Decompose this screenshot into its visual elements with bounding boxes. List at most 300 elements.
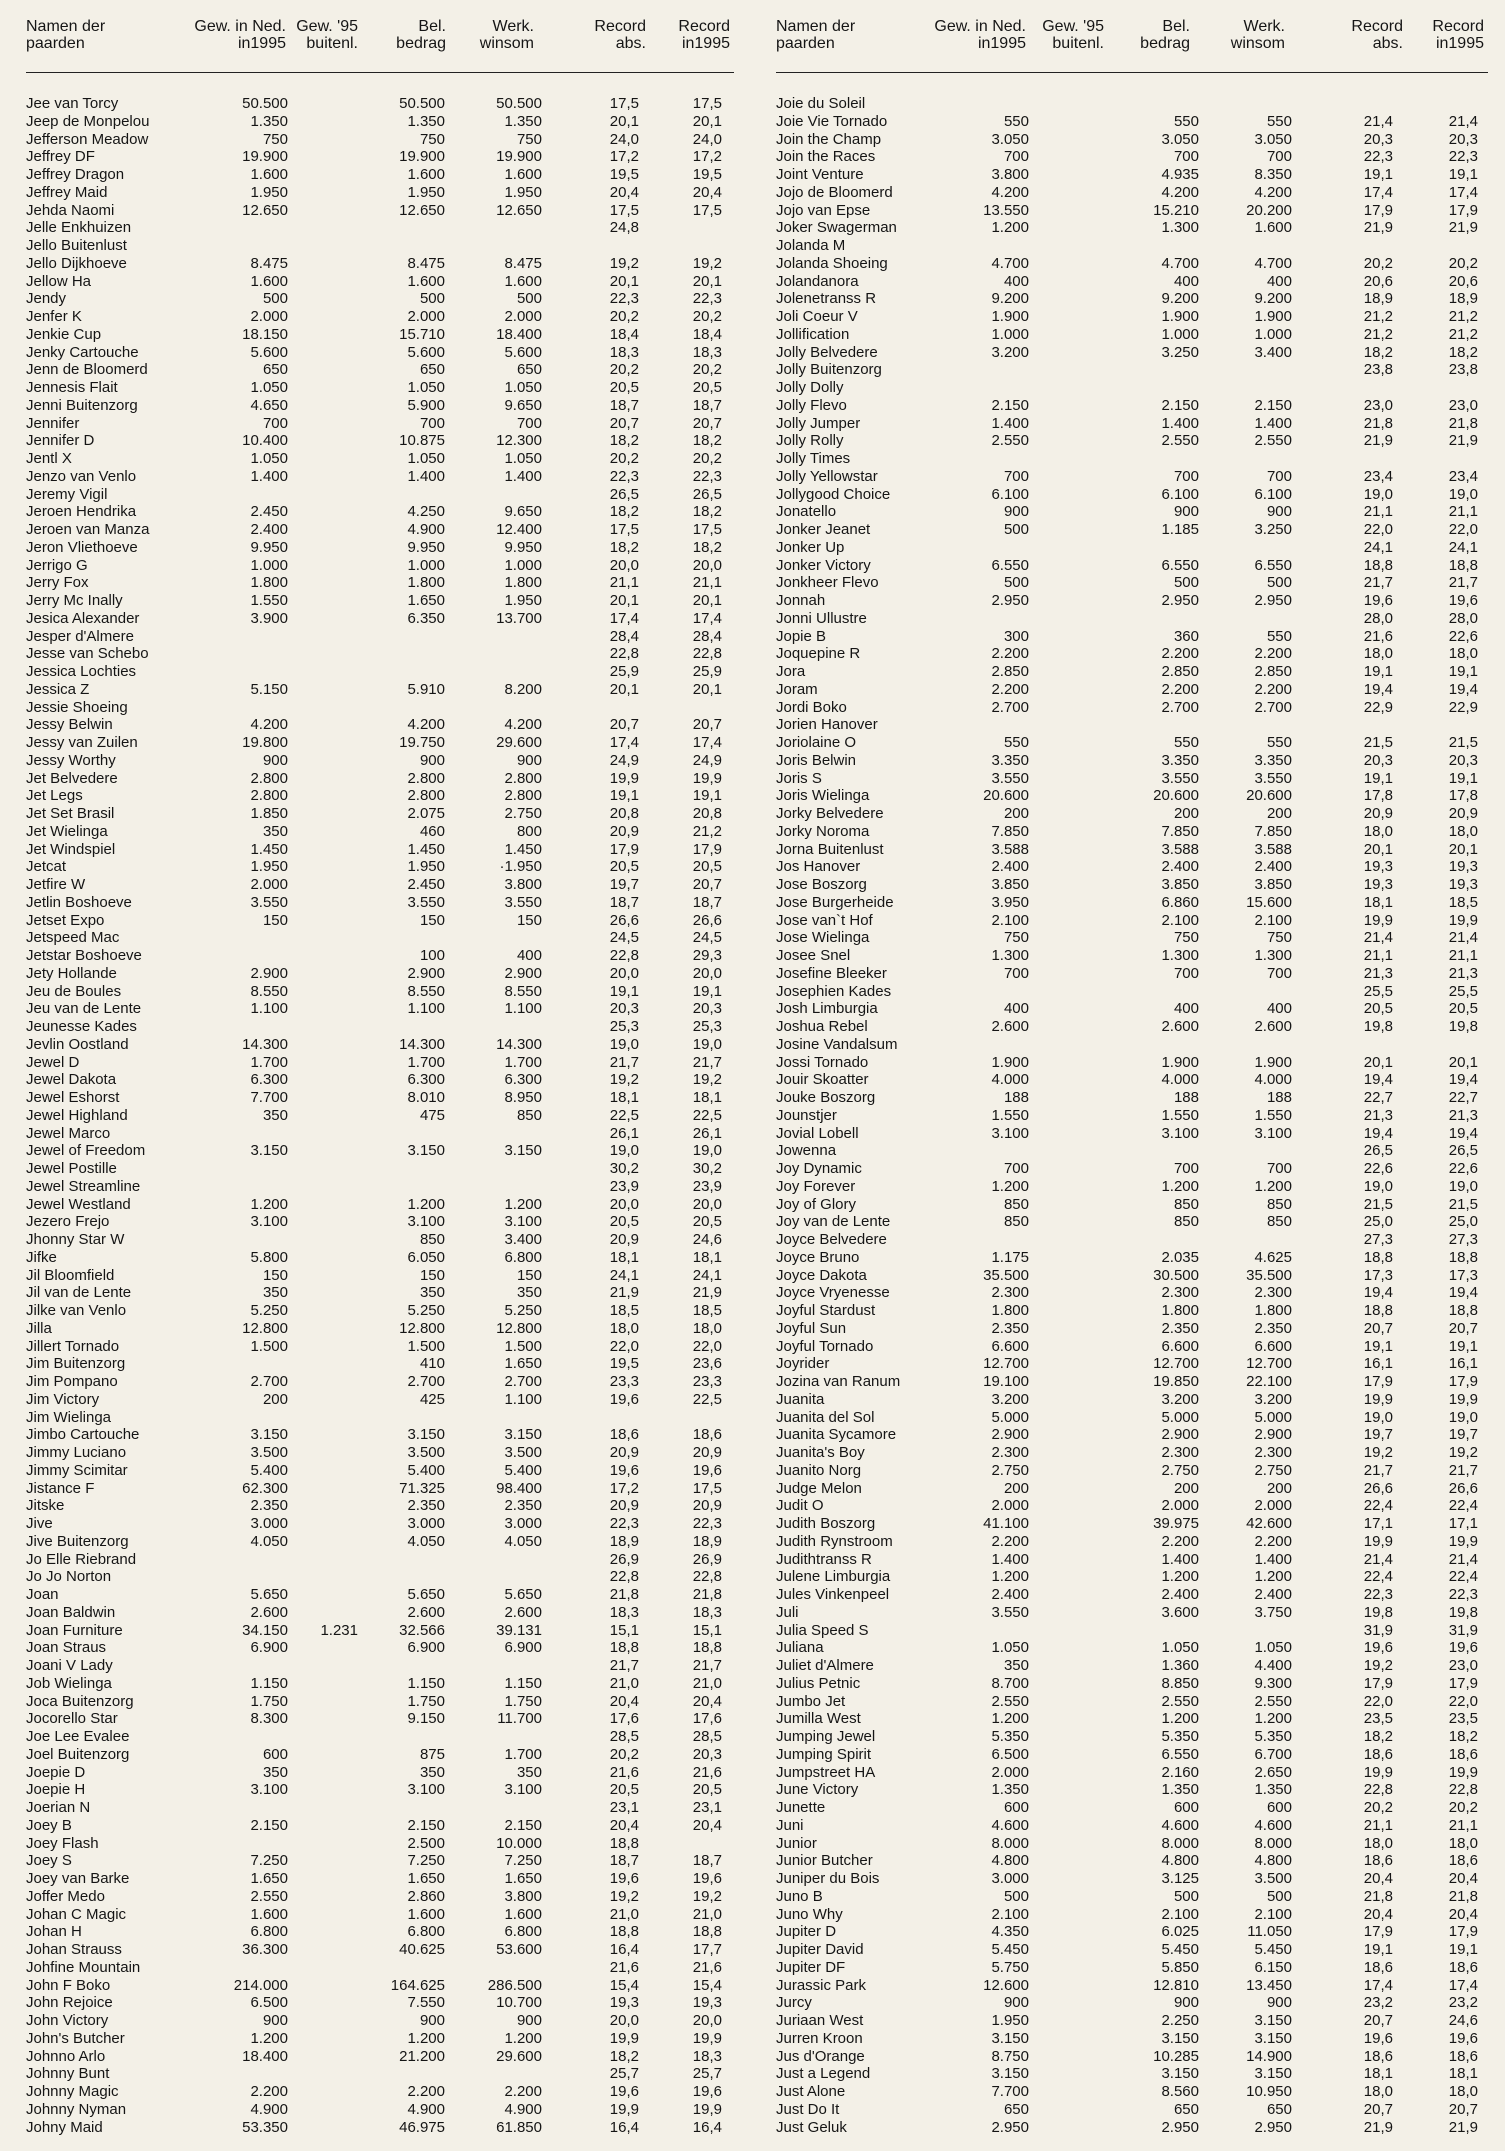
gew-ned: 2.200 [250,2083,288,2100]
record-abs: 18,9 [1363,290,1393,308]
bel-bedrag: 5.650 [407,1586,445,1603]
record-1995: 19,6 [1448,2029,1478,2047]
left-column [26,10,734,2136]
record-abs: 17,1 [1363,1515,1393,1532]
table-row [776,929,1488,947]
gew-ned: 6.600 [991,1337,1029,1355]
record-1995: 17,5 [692,521,722,538]
gew-ned: 1.350 [250,112,288,130]
record-1995: 19,8 [1448,1603,1478,1621]
record-1995: 20,7 [692,716,722,734]
werk-winsom: 3.800 [504,1887,542,1905]
gew-ned: 1.000 [991,325,1029,343]
record-abs: 22,5 [609,1106,639,1124]
record-1995: 20,2 [1448,1799,1478,1816]
table-row [776,219,1488,237]
record-1995: 23,9 [692,1177,722,1195]
werk-winsom: 12.400 [496,521,542,538]
werk-winsom: 61.850 [496,2118,542,2136]
record-abs: 19,0 [1363,1177,1393,1195]
horse-name: Jora [776,663,806,680]
bel-bedrag: 2.075 [407,805,445,822]
horse-name: Judithtranss R [776,1550,872,1568]
bel-bedrag: 30.500 [1153,1266,1199,1284]
record-1995: 20,5 [692,1781,722,1799]
record-abs: 21,1 [1363,1816,1393,1834]
table-row [26,1728,734,1746]
record-1995: 22,6 [1448,1160,1478,1177]
table-row [26,1586,734,1604]
gew-ned: 200 [262,1390,288,1408]
record-abs: 22,0 [1363,521,1393,538]
record-1995: 24,9 [692,751,722,769]
horse-name: Jifke [26,1248,57,1266]
table-row [26,1941,734,1959]
table-row [776,1249,1488,1267]
table-row [776,1710,1488,1728]
bel-bedrag: 2.500 [407,1834,445,1852]
record-1995: 21,9 [1448,2118,1478,2136]
record-1995: 17,9 [1448,1674,1478,1692]
record-1995: 21,4 [1448,1550,1478,1568]
table-row [26,734,734,752]
werk-winsom: 850 [1266,1213,1292,1231]
table-row [26,219,734,237]
table-row [776,592,1488,610]
gew-ned: 9.950 [250,538,288,556]
table-row [26,273,734,291]
record-1995: 19,0 [692,1035,722,1053]
record-1995: 23,1 [692,1799,722,1816]
header-name-line: paarden [776,35,835,52]
record-1995: 25,9 [692,663,722,680]
horse-name: Joyce Dakota [776,1266,867,1284]
bel-bedrag: 2.350 [407,1497,445,1515]
record-1995: 21,0 [692,1674,722,1692]
record-1995: 21,0 [692,1905,722,1923]
record-1995: 20,2 [692,361,722,379]
record-1995: 20,4 [1448,1905,1478,1923]
werk-winsom: 3.350 [1254,751,1292,769]
record-1995: 24,6 [1448,2012,1478,2029]
horse-name: Jonkheer Flevo [776,574,879,592]
bel-bedrag: 1.200 [1161,1568,1199,1586]
table-row [26,1852,734,1870]
table-row [776,1391,1488,1409]
record-1995: 21,8 [1448,414,1478,432]
horse-name: Jetfire W [26,876,86,893]
bel-bedrag: 3.550 [407,893,445,911]
record-abs: 20,7 [609,414,639,432]
record-abs: 17,3 [1363,1266,1393,1284]
record-1995: 20,5 [1448,1000,1478,1018]
header-werk-winsom [1231,18,1285,52]
table-row [26,379,734,397]
bel-bedrag: 1.650 [407,1870,445,1887]
record-abs: 18,8 [1363,1248,1393,1266]
gew-ned: 5.450 [991,1941,1029,1958]
header-werk-winsom [480,18,534,52]
werk-winsom: 900 [1266,1994,1292,2012]
record-abs: 20,2 [609,450,639,467]
table-row [776,1409,1488,1427]
gew-ned: 350 [1003,1657,1029,1674]
bel-bedrag: 7.850 [1161,822,1199,840]
record-1995: 22,3 [692,467,722,485]
gew-ned: 1.200 [991,1568,1029,1586]
record-1995: 23,5 [1448,1710,1478,1728]
record-abs: 19,1 [1363,1337,1393,1355]
werk-winsom: 350 [516,1763,542,1781]
horse-name: Jello Dijkhoeve [26,254,127,272]
table-row [776,1693,1488,1711]
horse-name: Jowenna [776,1142,837,1160]
table-row [26,1462,734,1480]
horse-name: Johnny Magic [26,2083,119,2100]
record-abs: 23,5 [1363,1710,1393,1728]
table-row [26,1178,734,1196]
werk-winsom: 3.850 [1254,876,1292,893]
horse-name: Jet Wielinga [26,822,108,840]
horse-name: Joie Vie Tornado [776,112,888,130]
werk-winsom: 22.100 [1246,1373,1292,1390]
record-1995: 22,0 [1448,1692,1478,1710]
record-abs: 22,4 [1363,1497,1393,1515]
bel-bedrag: 8.550 [407,982,445,1000]
table-row [776,2083,1488,2101]
table-row [26,1817,734,1835]
horse-name: Jessie Shoeing [26,698,128,716]
record-1995: 21,7 [1448,574,1478,592]
werk-winsom: 13.700 [496,609,542,627]
horse-name: Jollygood Choice [776,485,891,503]
record-abs: 19,9 [1363,1763,1393,1781]
record-abs: 21,1 [1363,503,1393,521]
gew-ned: 200 [1003,805,1029,822]
record-abs: 18,1 [1363,2065,1393,2083]
werk-winsom: 2.150 [504,1816,542,1834]
record-1995: 20,2 [1448,254,1478,272]
horse-name: Jo Jo Norton [26,1568,112,1586]
bel-bedrag: 700 [419,414,445,432]
werk-winsom: 2.200 [1254,645,1292,663]
record-1995: 21,1 [692,574,722,592]
record-abs: 26,6 [609,911,639,929]
record-1995: 20,9 [1448,805,1478,822]
werk-winsom: 4.200 [504,716,542,734]
horse-name: Joani V Lady [26,1657,113,1674]
table-row [776,1089,1488,1107]
bel-bedrag: 4.600 [1161,1816,1199,1834]
record-abs: 21,4 [1363,112,1393,130]
werk-winsom: 6.900 [504,1639,542,1657]
record-abs: 19,9 [1363,1390,1393,1408]
werk-winsom: 8.000 [1254,1834,1292,1852]
bel-bedrag: 8.560 [1161,2083,1199,2100]
table-row [776,628,1488,646]
record-abs: 18,6 [1363,1958,1393,1976]
bel-bedrag: 500 [419,290,445,308]
gew-ned: 3.150 [991,2029,1029,2047]
werk-winsom: 2.550 [1254,1692,1292,1710]
table-row [776,1426,1488,1444]
horse-name: Jumping Jewel [776,1728,876,1745]
record-1995: 22,4 [1448,1568,1478,1586]
bel-bedrag: 850 [1173,1213,1199,1231]
werk-winsom: 1.950 [504,592,542,609]
horse-name: Joker Swagerman [776,219,897,237]
table-row [776,415,1488,433]
gew-ned: 1.700 [250,1053,288,1071]
werk-winsom: 5.000 [1254,1408,1292,1426]
werk-winsom: 3.800 [504,876,542,893]
horse-name: Jety Hollande [26,964,117,982]
record-1995: 17,1 [1448,1515,1478,1532]
gew-ned: 7.700 [991,2083,1029,2100]
bel-bedrag: 5.400 [407,1461,445,1479]
bel-bedrag: 1.400 [407,467,445,485]
record-abs: 19,6 [1363,2029,1393,2047]
werk-winsom: 2.800 [504,787,542,805]
record-abs: 20,9 [609,1444,639,1461]
record-abs: 20,2 [609,308,639,325]
table-row [26,1018,734,1036]
table-row [26,1160,734,1178]
record-abs: 31,9 [1363,1621,1393,1639]
bel-bedrag: 850 [419,1231,445,1248]
werk-winsom: 8.200 [504,680,542,698]
record-abs: 18,3 [609,1603,639,1621]
record-abs: 22,7 [1363,1089,1393,1106]
werk-winsom: 1.350 [504,112,542,130]
bel-bedrag: 350 [419,1284,445,1302]
gew-ned: 700 [1003,1160,1029,1177]
bel-bedrag: 2.900 [407,964,445,982]
record-abs: 20,7 [1363,2012,1393,2029]
record-abs: 19,8 [1363,1018,1393,1035]
werk-winsom: 5.250 [504,1302,542,1319]
bel-bedrag: 2.200 [1161,1532,1199,1550]
right-rows [776,95,1488,2136]
table-row [26,521,734,539]
record-1995: 22,7 [1448,1089,1478,1106]
table-row [776,1196,1488,1214]
gew-ned: 900 [262,2012,288,2029]
horse-name: Joca Buitenzorg [26,1692,134,1710]
bel-bedrag: 4.900 [407,521,445,538]
horse-name: Jorien Hanover [776,716,878,734]
table-row [26,1551,734,1569]
bel-bedrag: 410 [419,1355,445,1373]
horse-name: Joan Furniture [26,1621,123,1639]
gew-ned: 350 [262,1763,288,1781]
table-row [26,1746,734,1764]
gew-ned: 300 [1003,627,1029,645]
table-row [26,1125,734,1143]
werk-winsom: 11.050 [1247,1923,1292,1941]
werk-winsom: 1.050 [1254,1639,1292,1657]
gew-ned: 1.850 [250,805,288,822]
record-abs: 20,0 [609,964,639,982]
record-1995: 21,8 [1448,1887,1478,1905]
werk-winsom: 1.700 [504,1053,542,1071]
table-row [26,1000,734,1018]
horse-name: Joy van de Lente [776,1213,891,1231]
bel-bedrag: 550 [1173,734,1199,751]
table-row [776,1373,1488,1391]
bel-bedrag: 8.475 [407,254,445,272]
werk-winsom: 1.100 [504,1390,542,1408]
table-row [776,574,1488,592]
horse-name: Jim Victory [26,1390,100,1408]
table-row [26,415,734,433]
horse-name: Junior Butcher [776,1852,873,1870]
record-1995: 21,5 [1448,1195,1478,1213]
gew-ned: 2.850 [991,663,1029,680]
table-row [26,1675,734,1693]
horse-name: Jelle Enkhuizen [26,219,132,237]
record-1995: 23,4 [1448,467,1478,485]
record-1995: 20,7 [692,876,722,893]
record-abs: 21,8 [609,1586,639,1603]
header-werk-winsom-line: Werk. [492,18,534,35]
table-row [776,1604,1488,1622]
gew-ned: 4.800 [991,1852,1029,1870]
werk-winsom: 1.350 [1254,1781,1292,1799]
table-row [776,2101,1488,2119]
table-row [26,1302,734,1320]
gew-ned: 600 [1003,1799,1029,1816]
table-row [26,166,734,184]
gew-ned: 3.588 [991,840,1029,858]
record-1995: 23,0 [1448,396,1478,414]
record-1995: 17,4 [1448,1976,1478,1994]
header-gew-buitenl-line: Gew. '95 [1042,18,1104,35]
horse-name: Jewel Dakota [26,1071,117,1089]
record-abs: 18,0 [1363,822,1393,840]
gew-ned: 850 [1003,1195,1029,1213]
record-1995: 20,3 [692,1745,722,1763]
werk-winsom: 53.600 [496,1941,542,1958]
table-row [776,326,1488,344]
werk-winsom: 850 [516,1106,542,1124]
table-row [776,841,1488,859]
record-1995: 22,5 [692,1106,722,1124]
horse-name: Jet Windspiel [26,840,116,858]
record-abs: 18,2 [609,503,639,521]
werk-winsom: 10.000 [496,1834,542,1852]
header-record-1995-line: in1995 [681,35,730,52]
record-abs: 26,6 [1363,1479,1393,1497]
record-1995: 20,1 [692,592,722,609]
table-row [26,1604,734,1622]
record-abs: 15,4 [609,1976,639,1994]
header-record-1995-line: Record [1432,18,1484,35]
record-abs: 23,2 [1363,1994,1393,2012]
record-1995: 19,1 [1448,769,1478,787]
werk-winsom: 12.800 [496,1319,542,1337]
table-row [776,1533,1488,1551]
gew-ned: 3.550 [991,1603,1029,1621]
gew-ned: 2.400 [991,1586,1029,1603]
werk-winsom: 3.150 [1254,2029,1292,2047]
bel-bedrag: 1.600 [407,1905,445,1923]
record-abs: 18,0 [609,1319,639,1337]
record-abs: 20,0 [609,556,639,574]
record-abs: 21,7 [609,1657,639,1674]
horse-name: Jumbo Jet [776,1692,846,1710]
record-1995: 21,6 [692,1763,722,1781]
werk-winsom: 850 [1266,1195,1292,1213]
bel-bedrag: 2.700 [407,1373,445,1390]
record-1995: 20,0 [692,964,722,982]
gew-ned: 6.800 [250,1923,288,1941]
gew-ned: 5.800 [250,1248,288,1266]
table-row [26,610,734,628]
gew-ned: 3.800 [991,166,1029,183]
record-abs: 19,4 [1363,1284,1393,1302]
record-abs: 21,6 [1363,627,1393,645]
bel-bedrag: 1.500 [407,1337,445,1355]
gew-ned: 6.900 [250,1639,288,1657]
werk-winsom: 2.950 [1254,2118,1292,2136]
record-1995: 19,6 [1448,592,1478,609]
horse-name: Jewel Postille [26,1160,117,1177]
werk-winsom: 3.200 [1254,1390,1292,1408]
werk-winsom: 2.150 [1254,396,1292,414]
record-abs: 19,3 [609,1994,639,2012]
horse-name: Jendy [26,290,67,308]
record-abs: 24,1 [609,1266,639,1284]
gew-ned: 5.750 [991,1958,1029,1976]
table-row [26,397,734,415]
record-1995: 27,3 [1448,1231,1478,1248]
horse-name: Jet Legs [26,787,83,805]
header-gew-ned-line: Gew. in Ned. [934,18,1026,35]
gew-ned: 900 [1003,1994,1029,2012]
record-abs: 21,5 [1363,734,1393,751]
bel-bedrag: 900 [419,751,445,769]
record-1995: 19,1 [1448,166,1478,183]
record-1995: 20,7 [692,414,722,432]
header-gew-buitenl [1042,18,1104,52]
horse-name: Jennifer [26,414,80,432]
horse-name: Jolly Times [776,450,851,467]
gew-ned: 500 [1003,1887,1029,1905]
bel-bedrag: 3.588 [1161,840,1199,858]
table-row [776,1000,1488,1018]
werk-winsom: 1.450 [504,840,542,858]
gew-ned: 2.150 [991,396,1029,414]
table-row [26,432,734,450]
table-row [776,237,1488,255]
table-row [26,592,734,610]
gew-ned: 2.550 [250,1887,288,1905]
horse-name: Jillert Tornado [26,1337,120,1355]
werk-winsom: 29.600 [496,734,542,751]
record-1995: 18,1 [1448,2065,1478,2083]
header-gew-ned [194,18,286,52]
horse-name: Jos Hanover [776,858,861,876]
horse-name: Joel Buitenzorg [26,1745,130,1763]
gew-ned: 34.150 [242,1621,288,1639]
record-1995: 20,8 [692,805,722,822]
gew-ned: 62.300 [242,1479,288,1497]
record-abs: 17,5 [609,521,639,538]
gew-ned: 1.950 [991,2012,1029,2029]
werk-winsom: 9.950 [504,538,542,556]
horse-name: Jim Pompano [26,1373,118,1390]
